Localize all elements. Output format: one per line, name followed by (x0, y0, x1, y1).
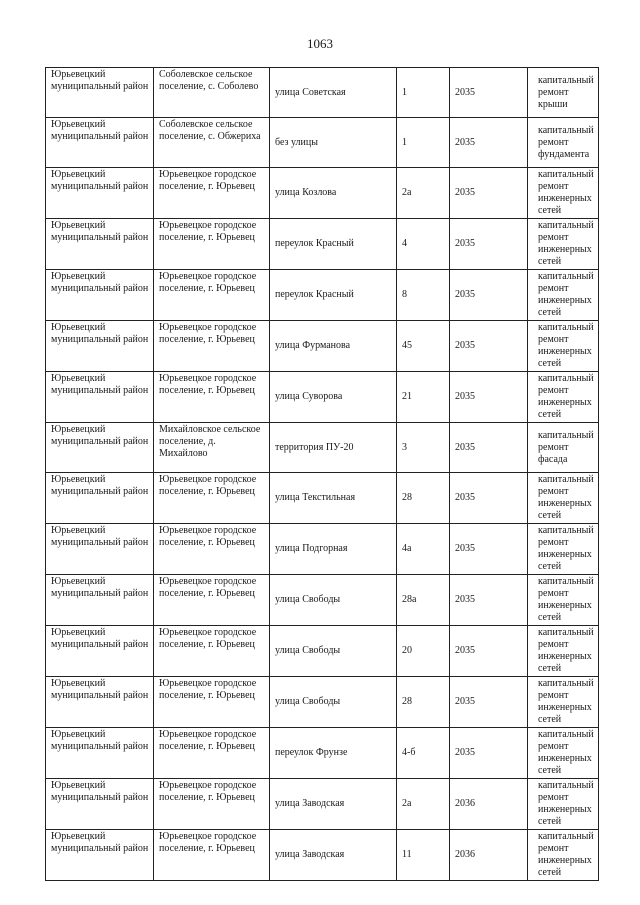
settlement-cell: Соболевское сельское поселение, с. Соболево (154, 68, 270, 118)
year-cell: 2035 (450, 321, 528, 372)
work-type-cell: капитальный ремонт фундамента (528, 118, 599, 168)
district-cell: Юрьевецкий муниципальный район (46, 575, 154, 626)
table-row (46, 68, 599, 118)
house-number-cell: 4-б (397, 728, 450, 779)
district-cell: Юрьевецкий муниципальный район (46, 473, 154, 524)
street-cell: переулок Фрунзе (270, 728, 397, 779)
street-cell: улица Подгорная (270, 524, 397, 575)
work-type-cell: капитальный ремонт инженерных сетей (528, 830, 599, 881)
house-number-cell: 28 (397, 677, 450, 728)
year-cell: 2036 (450, 779, 528, 830)
house-number-cell: 20 (397, 626, 450, 677)
settlement-cell: Юрьевецкое городское поселение, г. Юрьевец (154, 321, 270, 372)
settlement-cell: Юрьевецкое городское поселение, г. Юрьевец (154, 372, 270, 423)
house-number-cell: 3 (397, 423, 450, 473)
settlement-cell: Юрьевецкое городское поселение, г. Юрьевец (154, 830, 270, 881)
work-type-cell: капитальный ремонт фасада (528, 423, 599, 473)
district-cell: Юрьевецкий муниципальный район (46, 626, 154, 677)
work-type-cell: капитальный ремонт инженерных сетей (528, 575, 599, 626)
table-row (46, 830, 599, 881)
settlement-cell: Юрьевецкое городское поселение, г. Юрьевец (154, 575, 270, 626)
street-cell: улица Свободы (270, 626, 397, 677)
settlement-cell: Соболевское сельское поселение, с. Обжериха (154, 118, 270, 168)
year-cell: 2035 (450, 423, 528, 473)
year-cell: 2035 (450, 168, 528, 219)
settlement-cell: Юрьевецкое городское поселение, г. Юрьевец (154, 219, 270, 270)
district-cell: Юрьевецкий муниципальный район (46, 677, 154, 728)
house-number-cell: 4 (397, 219, 450, 270)
street-cell: улица Заводская (270, 779, 397, 830)
street-cell: территория ПУ-20 (270, 423, 397, 473)
table-row (46, 168, 599, 219)
repair-schedule-table (45, 67, 599, 881)
district-cell: Юрьевецкий муниципальный район (46, 728, 154, 779)
work-type-cell: капитальный ремонт крыши (528, 68, 599, 118)
table-row (46, 118, 599, 168)
street-cell: без улицы (270, 118, 397, 168)
street-cell: улица Текстильная (270, 473, 397, 524)
settlement-cell: Юрьевецкое городское поселение, г. Юрьевец (154, 677, 270, 728)
year-cell: 2035 (450, 270, 528, 321)
settlement-cell: Юрьевецкое городское поселение, г. Юрьевец (154, 473, 270, 524)
table-row (46, 321, 599, 372)
table-row (46, 372, 599, 423)
work-type-cell: капитальный ремонт инженерных сетей (528, 270, 599, 321)
street-cell: улица Козлова (270, 168, 397, 219)
district-cell: Юрьевецкий муниципальный район (46, 524, 154, 575)
district-cell: Юрьевецкий муниципальный район (46, 779, 154, 830)
house-number-cell: 21 (397, 372, 450, 423)
house-number-cell: 28а (397, 575, 450, 626)
work-type-cell: капитальный ремонт инженерных сетей (528, 779, 599, 830)
settlement-cell: Юрьевецкое городское поселение, г. Юрьевец (154, 168, 270, 219)
table-row (46, 473, 599, 524)
house-number-cell: 1 (397, 68, 450, 118)
settlement-cell: Юрьевецкое городское поселение, г. Юрьевец (154, 270, 270, 321)
district-cell: Юрьевецкий муниципальный район (46, 372, 154, 423)
settlement-cell: Юрьевецкое городское поселение, г. Юрьевец (154, 779, 270, 830)
work-type-cell: капитальный ремонт инженерных сетей (528, 473, 599, 524)
district-cell: Юрьевецкий муниципальный район (46, 68, 154, 118)
settlement-cell: Михайловское сельское поселение, д. Михайлово (154, 423, 270, 473)
street-cell: улица Суворова (270, 372, 397, 423)
work-type-cell: капитальный ремонт инженерных сетей (528, 677, 599, 728)
work-type-cell: капитальный ремонт инженерных сетей (528, 626, 599, 677)
district-cell: Юрьевецкий муниципальный район (46, 423, 154, 473)
settlement-cell: Юрьевецкое городское поселение, г. Юрьевец (154, 524, 270, 575)
house-number-cell: 28 (397, 473, 450, 524)
street-cell: улица Советская (270, 68, 397, 118)
work-type-cell: капитальный ремонт инженерных сетей (528, 524, 599, 575)
house-number-cell: 4а (397, 524, 450, 575)
table-row (46, 219, 599, 270)
house-number-cell: 2а (397, 168, 450, 219)
year-cell: 2035 (450, 626, 528, 677)
table-row (46, 626, 599, 677)
street-cell: улица Свободы (270, 575, 397, 626)
house-number-cell: 2а (397, 779, 450, 830)
page-number: 1063 (307, 36, 333, 51)
table-row (46, 423, 599, 473)
district-cell: Юрьевецкий муниципальный район (46, 321, 154, 372)
district-cell: Юрьевецкий муниципальный район (46, 270, 154, 321)
work-type-cell: капитальный ремонт инженерных сетей (528, 168, 599, 219)
year-cell: 2035 (450, 575, 528, 626)
table-row (46, 728, 599, 779)
street-cell: переулок Красный (270, 219, 397, 270)
year-cell: 2035 (450, 68, 528, 118)
house-number-cell: 8 (397, 270, 450, 321)
table-row (46, 779, 599, 830)
year-cell: 2035 (450, 118, 528, 168)
house-number-cell: 45 (397, 321, 450, 372)
district-cell: Юрьевецкий муниципальный район (46, 219, 154, 270)
year-cell: 2035 (450, 524, 528, 575)
work-type-cell: капитальный ремонт инженерных сетей (528, 321, 599, 372)
work-type-cell: капитальный ремонт инженерных сетей (528, 219, 599, 270)
year-cell: 2035 (450, 677, 528, 728)
table-row (46, 524, 599, 575)
work-type-cell: капитальный ремонт инженерных сетей (528, 728, 599, 779)
house-number-cell: 1 (397, 118, 450, 168)
table-body (46, 68, 599, 881)
settlement-cell: Юрьевецкое городское поселение, г. Юрьевец (154, 728, 270, 779)
house-number-cell: 11 (397, 830, 450, 881)
year-cell: 2035 (450, 372, 528, 423)
year-cell: 2035 (450, 219, 528, 270)
year-cell: 2035 (450, 728, 528, 779)
table-row (46, 677, 599, 728)
street-cell: улица Свободы (270, 677, 397, 728)
table-row (46, 270, 599, 321)
table-row (46, 575, 599, 626)
year-cell: 2036 (450, 830, 528, 881)
street-cell: переулок Красный (270, 270, 397, 321)
street-cell: улица Заводская (270, 830, 397, 881)
district-cell: Юрьевецкий муниципальный район (46, 830, 154, 881)
district-cell: Юрьевецкий муниципальный район (46, 118, 154, 168)
year-cell: 2035 (450, 473, 528, 524)
work-type-cell: капитальный ремонт инженерных сетей (528, 372, 599, 423)
settlement-cell: Юрьевецкое городское поселение, г. Юрьевец (154, 626, 270, 677)
district-cell: Юрьевецкий муниципальный район (46, 168, 154, 219)
street-cell: улица Фурманова (270, 321, 397, 372)
